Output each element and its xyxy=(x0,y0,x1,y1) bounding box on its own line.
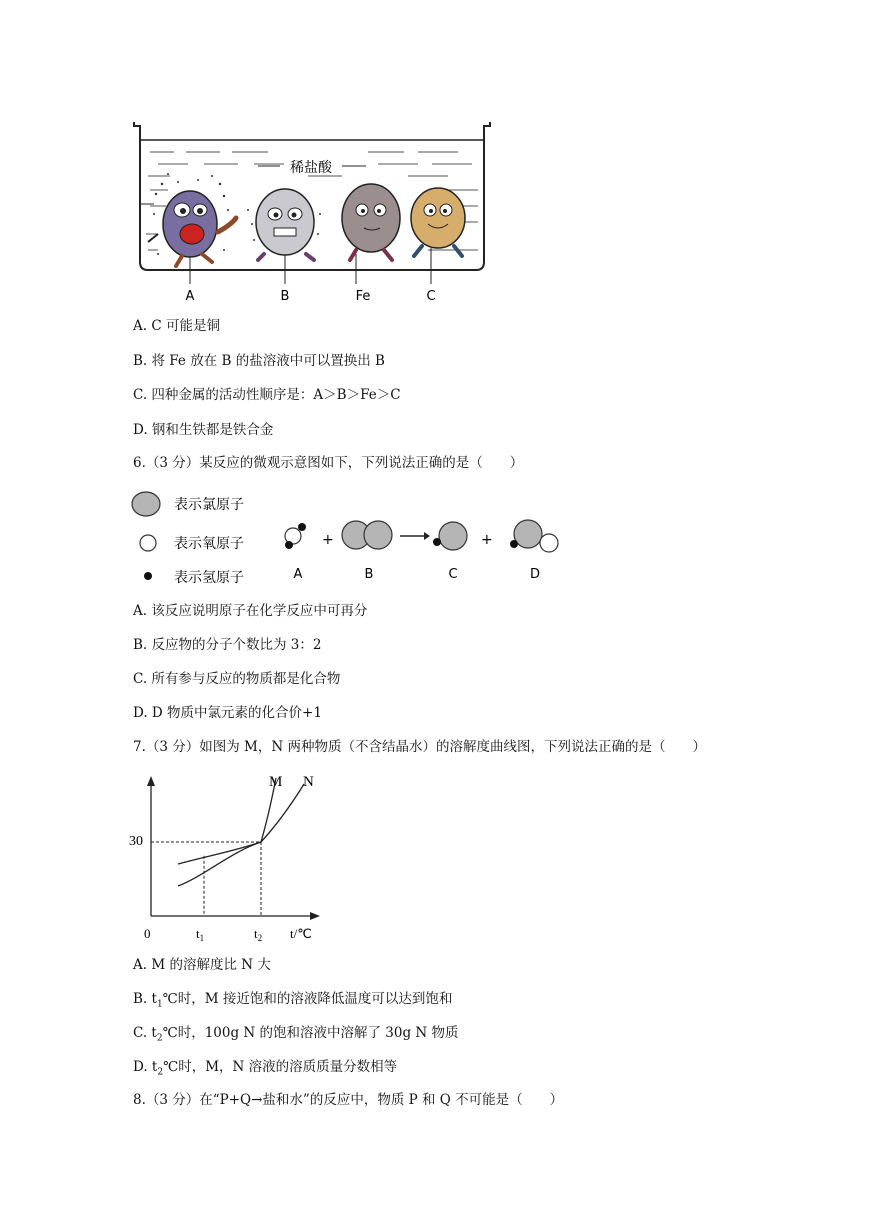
metal-fe-character xyxy=(342,184,400,260)
q5-option-d: D. 钢和生铁都是铁合金 xyxy=(133,422,274,438)
acid-label: 稀盐酸 xyxy=(290,160,332,176)
metal-beaker-figure xyxy=(128,114,498,309)
q8-stem: 8.（3 分）在“P+Q→盐和水”的反应中，物质 P 和 Q 不可能是（ ） xyxy=(133,1092,564,1108)
solubility-chart xyxy=(128,770,338,948)
metal-c-character xyxy=(411,188,465,256)
q6-option-d: D. D 物质中氯元素的化合价+1 xyxy=(133,705,322,721)
label-b: B xyxy=(280,289,290,304)
q7-option-d: D. $t_2℃$时，M，N 溶液的溶质质量分数相等 xyxy=(133,1059,398,1078)
molecule-a xyxy=(285,523,306,549)
molecule-label-c: C xyxy=(448,567,458,582)
label-a: A xyxy=(185,289,195,304)
molecule-label-b: B xyxy=(364,567,374,582)
molecule-label-d: D xyxy=(529,567,541,582)
q7-option-b: B. $t_1℃$时，M 接近饱和的溶液降低温度可以达到饱和 xyxy=(133,991,453,1010)
q6-option-a: A. 该反应说明原子在化学反应中可再分 xyxy=(133,603,368,619)
molecule-d xyxy=(510,520,558,552)
metal-a-character xyxy=(148,173,236,266)
molecule-b xyxy=(342,521,392,549)
q7-stem: 7.（3 分）如图为 M，N 两种物质（不含结晶水）的溶解度曲线图，下列说法正确的是（ ） xyxy=(133,739,706,755)
series-m-curve xyxy=(178,778,276,864)
x-axis-arrow xyxy=(310,912,320,920)
y-axis-arrow xyxy=(147,776,155,786)
molecule-label-a: A xyxy=(293,567,303,582)
q5-option-a: A. C 可能是铜 xyxy=(133,318,220,334)
x-axis-label: t/℃ xyxy=(290,926,312,941)
origin-label: 0 xyxy=(144,926,151,941)
label-fe: Fe xyxy=(355,289,371,304)
q7-option-c: C. $t_2℃$时，100g N 的饱和溶液中溶解了 30g N 物质 xyxy=(133,1025,459,1044)
legend-hydrogen: 表示氢原子 xyxy=(174,570,244,586)
series-n-label: N xyxy=(303,774,314,790)
q6-option-b: B. 反应物的分子个数比为 3：2 xyxy=(133,637,322,653)
x-tick-t2: $t_2$ xyxy=(254,926,263,943)
q7-option-a: A. M 的溶解度比 N 大 xyxy=(133,957,271,973)
legend-chlorine: 表示氯原子 xyxy=(174,497,244,513)
series-n-curve xyxy=(178,784,304,886)
plus-sign-2: + xyxy=(481,532,493,548)
reaction-micro-diagram xyxy=(128,488,568,588)
molecule-c xyxy=(433,522,467,550)
x-tick-t1: $t_1$ xyxy=(196,926,205,943)
q6-option-c: C. 所有参与反应的物质都是化合物 xyxy=(133,671,341,687)
y-tick-30: 30 xyxy=(129,834,143,849)
label-c: C xyxy=(426,289,436,304)
q6-stem: 6.（3 分）某反应的微观示意图如下，下列说法正确的是（ ） xyxy=(133,455,524,471)
legend-oxygen: 表示氧原子 xyxy=(174,536,244,552)
plus-sign-1: + xyxy=(322,532,334,548)
q5-option-b: B. 将 Fe 放在 B 的盐溶液中可以置换出 B xyxy=(133,353,385,369)
series-m-label: M xyxy=(269,774,283,790)
q5-option-c: C. 四种金属的活动性顺序是：A＞B＞Fe＞C xyxy=(133,387,401,403)
metal-b-character xyxy=(247,189,321,260)
